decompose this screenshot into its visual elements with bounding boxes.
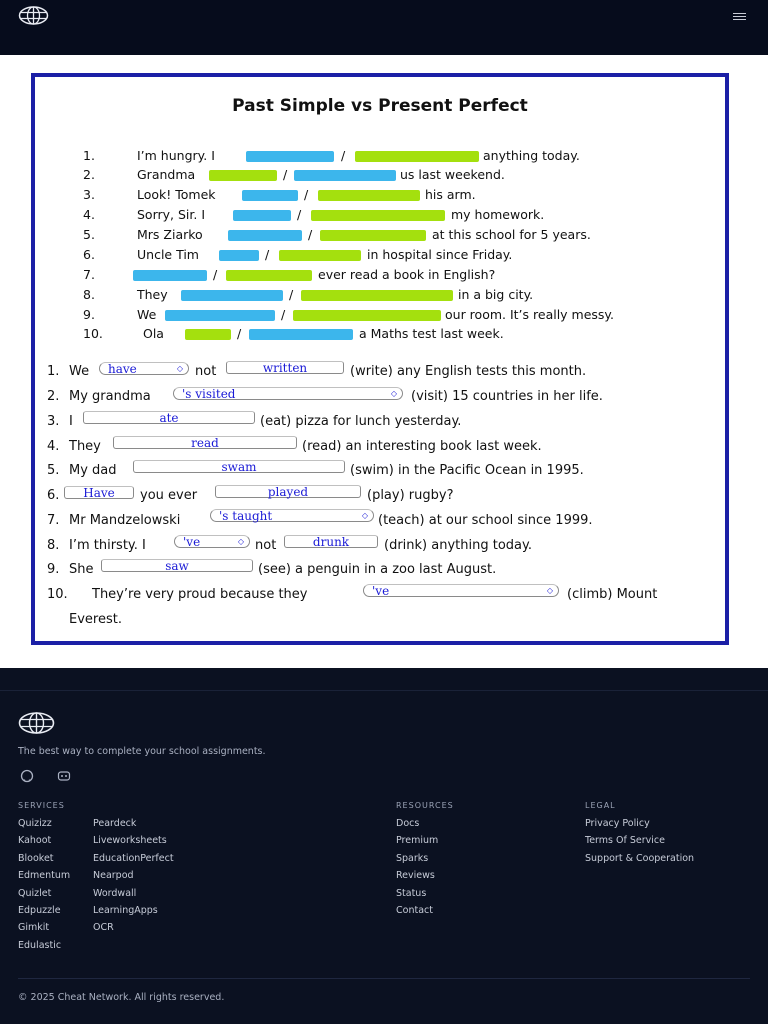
worksheet: Past Simple vs Present Perfect 1. I’m hungry. I / anything today. 2. Grandma / us last weekend. 3. Look! Tomek / his arm. 4. Sorry, Sir. I / my homework. 5. Mrs Ziarko / at this school for 5 years. 6. Uncle Tim / in hospital since Friday. 7. / ever read a book in English? 8. They / in a big city. 9. We / our room. It’s really messy. 10. Ola / a Maths test last week. 1. We have ◇ not written (write) any English tests this month. 2. My grandma 's visited ◇ (visit) 15 countries in her life. 3. I ate (eat) pizza for lunch yesterday. 4. They read (read) an interesting book last week. 5. My dad swam (swim) in the Pacific Ocean in 1995. 6. Have you ever played (play) rugby? 7. Mr Mandzelowski 's taught ◇ (teach) at our school since 1999. 8. I’m thirsty. I 've ◇ not drunk (drink) anything today. 9. She saw (see) a penguin in a zoo last August. 10. They’re very proud because they 've ◇ (climb) Mount Everest. (31, 73, 729, 645)
footer-link-learningapps[interactable]: LearningApps (93, 905, 158, 916)
blue-gap[interactable] (133, 270, 207, 281)
footer-link-blooket[interactable]: Blooket (18, 853, 54, 864)
blue-gap[interactable] (228, 230, 302, 241)
footer (0, 668, 768, 1024)
blue-gap[interactable] (165, 310, 275, 321)
footer-link-liveworksheets[interactable]: Liveworksheets (93, 835, 167, 846)
footer-link-reviews[interactable]: Reviews (396, 870, 435, 881)
chevron-updown-icon: ◇ (176, 364, 183, 373)
green-gap[interactable] (301, 290, 453, 301)
footer-link-wordwall[interactable]: Wordwall (93, 888, 137, 899)
chevron-updown-icon: ◇ (237, 537, 244, 546)
answer-input[interactable]: written (226, 361, 344, 374)
answer-input[interactable]: played (215, 485, 361, 498)
footer-link-status[interactable]: Status (396, 888, 427, 899)
footer-link-privacy-policy[interactable]: Privacy Policy (585, 818, 650, 829)
green-gap[interactable] (311, 210, 445, 221)
blue-gap[interactable] (181, 290, 283, 301)
footer-link-edmentum[interactable]: Edmentum (18, 870, 71, 881)
footer-link-peardeck[interactable]: Peardeck (93, 818, 137, 829)
answer-input[interactable]: drunk (284, 535, 378, 548)
green-gap[interactable] (226, 270, 312, 281)
footer-link-edulastic[interactable]: Edulastic (18, 940, 62, 951)
footer-link-gimkit[interactable]: Gimkit (18, 922, 50, 933)
footer-link-quizlet[interactable]: Quizlet (18, 888, 52, 899)
green-gap[interactable] (279, 250, 361, 261)
answer-input[interactable]: read (113, 436, 297, 449)
answer-input[interactable]: saw (101, 559, 253, 572)
green-gap[interactable] (320, 230, 426, 241)
answer-select[interactable]: 've ◇ (174, 535, 250, 548)
blue-gap[interactable] (233, 210, 291, 221)
answer-select[interactable]: 's visited ◇ (173, 387, 403, 400)
resources-heading: RESOURCES (396, 801, 454, 810)
discord-icon[interactable] (57, 769, 71, 783)
blue-gap[interactable] (242, 190, 298, 201)
green-gap[interactable] (355, 151, 479, 162)
answer-input[interactable]: ate (83, 411, 255, 424)
answer-input[interactable]: swam (133, 460, 345, 473)
footer-link-quizizz[interactable]: Quizizz (18, 818, 52, 829)
worksheet-title: Past Simple vs Present Perfect (232, 96, 528, 116)
chevron-updown-icon: ◇ (361, 511, 368, 520)
footer-link-kahoot[interactable]: Kahoot (18, 835, 52, 846)
answer-select[interactable]: 's taught ◇ (210, 509, 374, 522)
footer-link-nearpod[interactable]: Nearpod (93, 870, 134, 881)
footer-link-support-cooperation[interactable]: Support & Cooperation (585, 853, 695, 864)
footer-link-terms-of-service[interactable]: Terms Of Service (585, 835, 665, 846)
globe-icon[interactable] (18, 6, 49, 25)
globe-icon[interactable] (18, 712, 55, 734)
hamburger-menu-icon[interactable] (733, 13, 746, 21)
copyright: © 2025 Cheat Network. All rights reserved. (18, 992, 225, 1003)
footer-divider (0, 690, 768, 691)
blue-gap[interactable] (294, 170, 396, 181)
top-navbar (0, 0, 768, 55)
footer-link-educationperfect[interactable]: EducationPerfect (93, 853, 174, 864)
green-gap[interactable] (185, 329, 231, 340)
green-gap[interactable] (318, 190, 420, 201)
footer-bottom-divider (18, 978, 750, 979)
answer-input[interactable]: Have (64, 486, 134, 499)
worksheet-area (0, 55, 768, 668)
chevron-updown-icon: ◇ (546, 586, 553, 595)
footer-link-ocr[interactable]: OCR (93, 922, 114, 933)
footer-link-sparks[interactable]: Sparks (396, 853, 429, 864)
green-gap[interactable] (293, 310, 441, 321)
footer-link-edpuzzle[interactable]: Edpuzzle (18, 905, 61, 916)
chevron-updown-icon: ◇ (390, 389, 397, 398)
footer-link-docs[interactable]: Docs (396, 818, 420, 829)
answer-select[interactable]: 've ◇ (363, 584, 559, 597)
green-gap[interactable] (209, 170, 277, 181)
github-icon[interactable] (20, 769, 34, 783)
footer-link-contact[interactable]: Contact (396, 905, 433, 916)
answer-select[interactable]: have ◇ (99, 362, 189, 375)
footer-tagline: The best way to complete your school assignments. (18, 746, 266, 757)
blue-gap[interactable] (246, 151, 334, 162)
services-heading: SERVICES (18, 801, 65, 810)
footer-link-premium[interactable]: Premium (396, 835, 439, 846)
blue-gap[interactable] (219, 250, 259, 261)
legal-heading: LEGAL (585, 801, 616, 810)
blue-gap[interactable] (249, 329, 353, 340)
